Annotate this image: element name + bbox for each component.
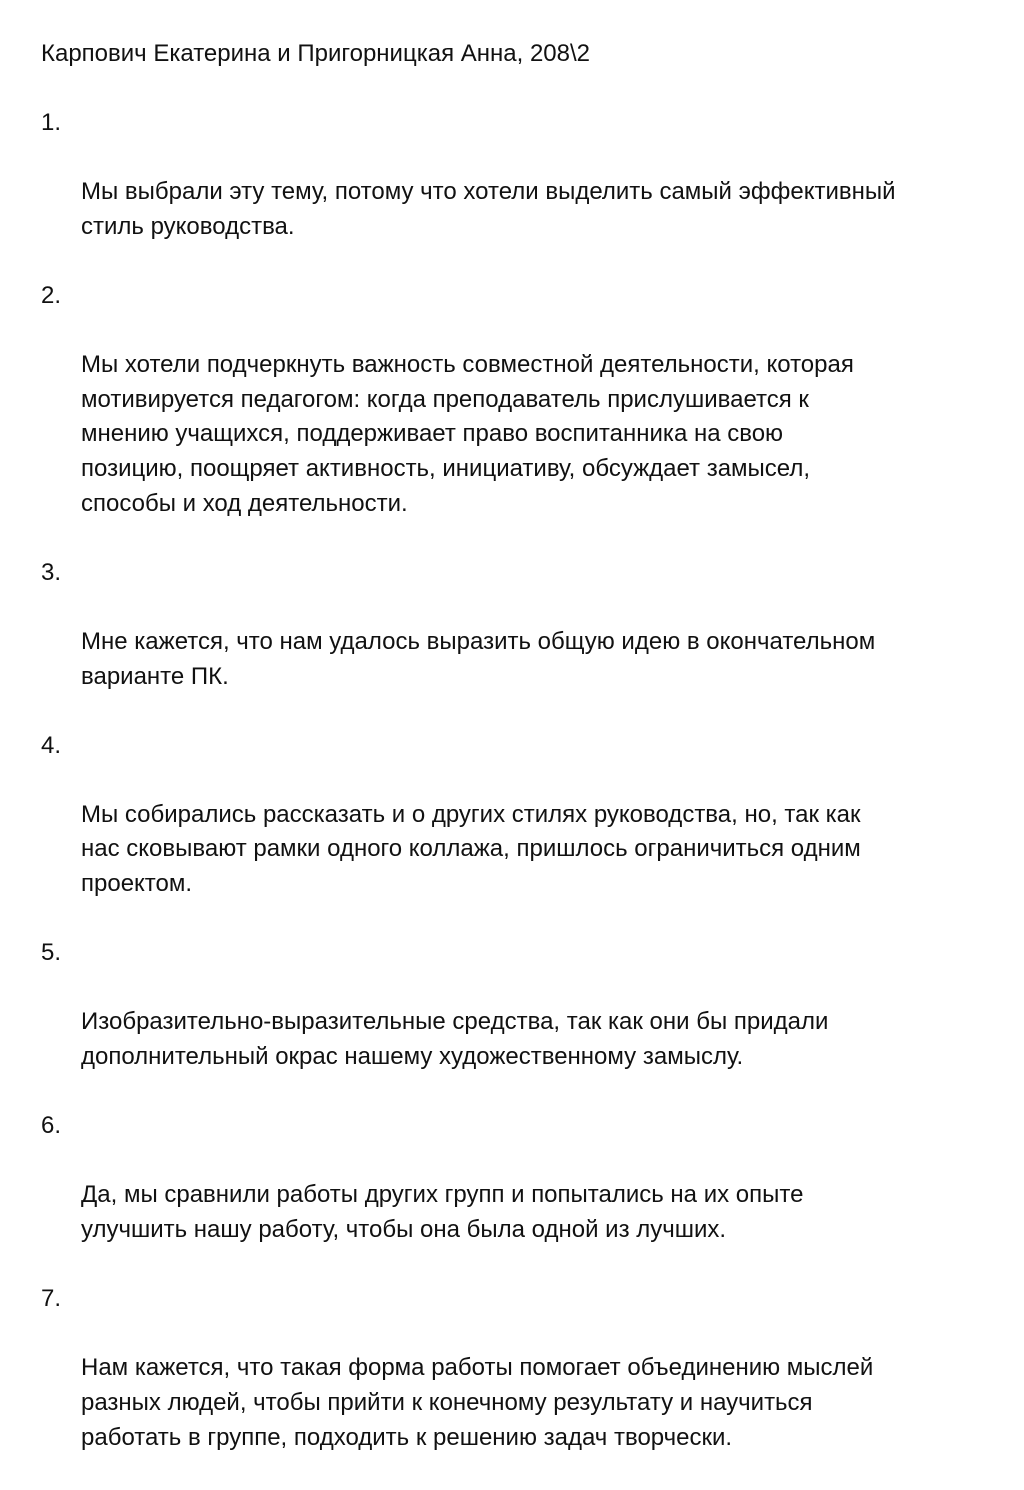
list-item [41,106,1001,279]
list-item-text: Мы выбрали эту тему, потому что хотели выделить самый эффективный стиль руководства. [81,178,896,240]
list-item-text: Да, мы сравнили работы других групп и попытались на их опыте улучшить нашу работу, чтобы она была одной из лучших. [81,1181,804,1243]
list-item-number: 6. [41,1112,62,1140]
list-item [41,1109,1001,1282]
list-item-text: Мы хотели подчеркнуть важность совместной деятельности, которая мотивируется педагогом: когда преподаватель прислушивается к мнению учащихся, поддерживает право воспитанника на свою позицию, поощряет активность, инициативу, обсуждает замысел, способы и ход деятельности. [81,351,854,517]
list-item-text: Нам кажется, что такая форма работы помогает объединению мыслей разных людей, чтобы прийти к конечному результату и научиться работать в группе, подходить к решению задач творчески. [81,1354,874,1451]
list-item-text: Мне кажется, что нам удалось выразить общую идею в окончательном варианте ПК. [81,627,876,690]
list-item [41,729,1001,937]
list-item [41,279,1001,556]
header-title: Карпович Екатерина и Пригорницкая Анна, 208\2 [41,40,590,67]
answer-list [41,106,1001,1490]
list-item-number: 3. [41,558,62,586]
list-item-number: 5. [41,939,62,967]
list-item-number: 2. [41,281,62,309]
list-item-number: 1. [41,109,62,136]
list-item-text: Мы собирались рассказать и о других стилях руководства, но, так как нас сковывают рамки одного коллажа, пришлось ограничиться одним проектом. [81,800,861,898]
list-item-number: 4. [41,731,62,759]
list-item [41,556,1001,729]
list-item [41,936,1001,1109]
list-item-text: Изобразительно-выразительные средства, так как они бы придали дополнительный окрас нашему художественному замыслу. [81,1008,829,1071]
list-item [41,1282,1001,1490]
list-item-number: 7. [41,1285,62,1313]
